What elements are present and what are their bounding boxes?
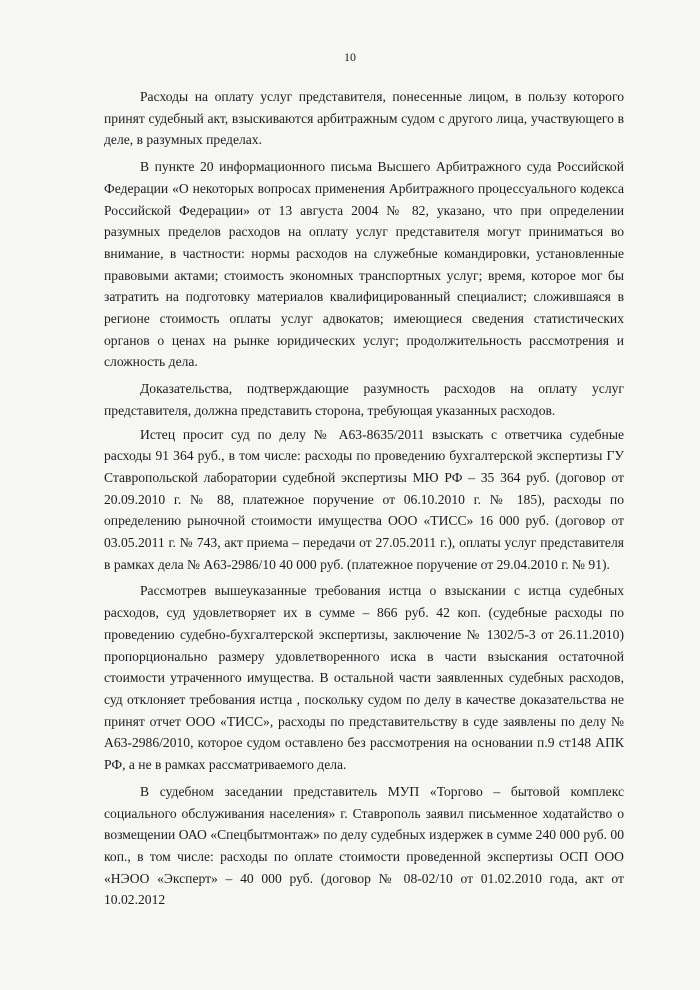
paragraph-representative-costs: Расходы на оплату услуг представителя, понесенные лицом, в пользу которого принят судебный акт, взыскиваются арбитражным судом с другого лица, участвующего в деле, в разумных пределах. <box>104 89 624 148</box>
paragraph-plaintiff-claim: Истец просит суд по делу № А63-8635/2011 взыскать с ответчика судебные расходы 91 364 руб., в том числе: расходы по проведению бухгалтерской экспертизы ГУ Ставропольской лаборатории судебной экспертизы МЮ РФ – 35 364 руб. (договор от 20.09.2010 г. № 88, платежное поручение от 06.10.2010 г. № 185), расходы по определению рыночной стоимости имущества ООО «ТИСС» 16 000 руб. (договор от 03.05.2011 г. № 743, акт приема – передачи от 27.05.2011 г.), оплаты услуг представителя в рамках дела № А63-2986/10 40 000 руб. (платежное поручение от 29.04.2010 г. № 91). <box>104 426 624 572</box>
page-number: 10 <box>344 50 356 64</box>
document-body <box>104 86 624 916</box>
paragraph-information-letter: В пункте 20 информационного письма Высшего Арбитражного суда Российской Федерации «О некоторых вопросах применения Арбитражного процессуального кодекса Российской Федерации» от 13 августа 2004 № 82, указано, что при определении разумных пределов расходов на оплату услуг представителя могут приниматься во внимание, в частности: нормы расходов на служебные командировки, установленные правовыми актами; стоимость экономных транспортных услуг; время, которое мог бы затратить на подготовку материалов квалифицированный специалист; сложившаяся в регионе стоимость оплаты услуг адвокатов; имеющиеся сведения статистических органов о ценах на рынке юридических услуг; продолжительность рассмотрения и сложность дела. <box>104 159 624 370</box>
paragraph-court-decision: Рассмотрев вышеуказанные требования истца о взыскании с истца судебных расходов, суд удовлетворяет их в сумме – 866 руб. 42 коп. (судебные расходы по проведению судебно-бухгалтерской экспертизы, заключение № 1302/5-3 от 26.11.2010) пропорционально размеру удовлетворенного иска в части взыскания остаточной стоимости утраченного имущества. В остальной части заявленных судебных расходов, суд отклоняет требования истца , поскольку судом по делу в качестве доказательства не принят отчет ООО «ТИСС», расходы по представительству в суде заявлены по делу № А63-2986/2010, которое судом оставлено без рассмотрения на основании п.9 ст148 АПК РФ, а не в рамках рассматриваемого дела. <box>104 583 624 773</box>
paragraph-court-session: В судебном заседании представитель МУП «Торгово – бытовой комплекс социального обслуживания населения» г. Ставрополь заявил письменное ходатайство о возмещении ОАО «Спецбытмонтаж» по делу судебных издержек в сумме 240 000 руб. 00 коп., в том числе: расходы по оплате стоимости проведенной экспертизы ОСП ООО «НЭОО «Эксперт» – 40 000 руб. (договор № 08-02/10 от 01.02.2010 года, акт от 10.02.2012 <box>104 783 624 908</box>
paragraph-evidence: Доказательства, подтверждающие разумность расходов на оплату услуг представителя, должна представить сторона, требующая указанных расходов. <box>104 381 624 418</box>
